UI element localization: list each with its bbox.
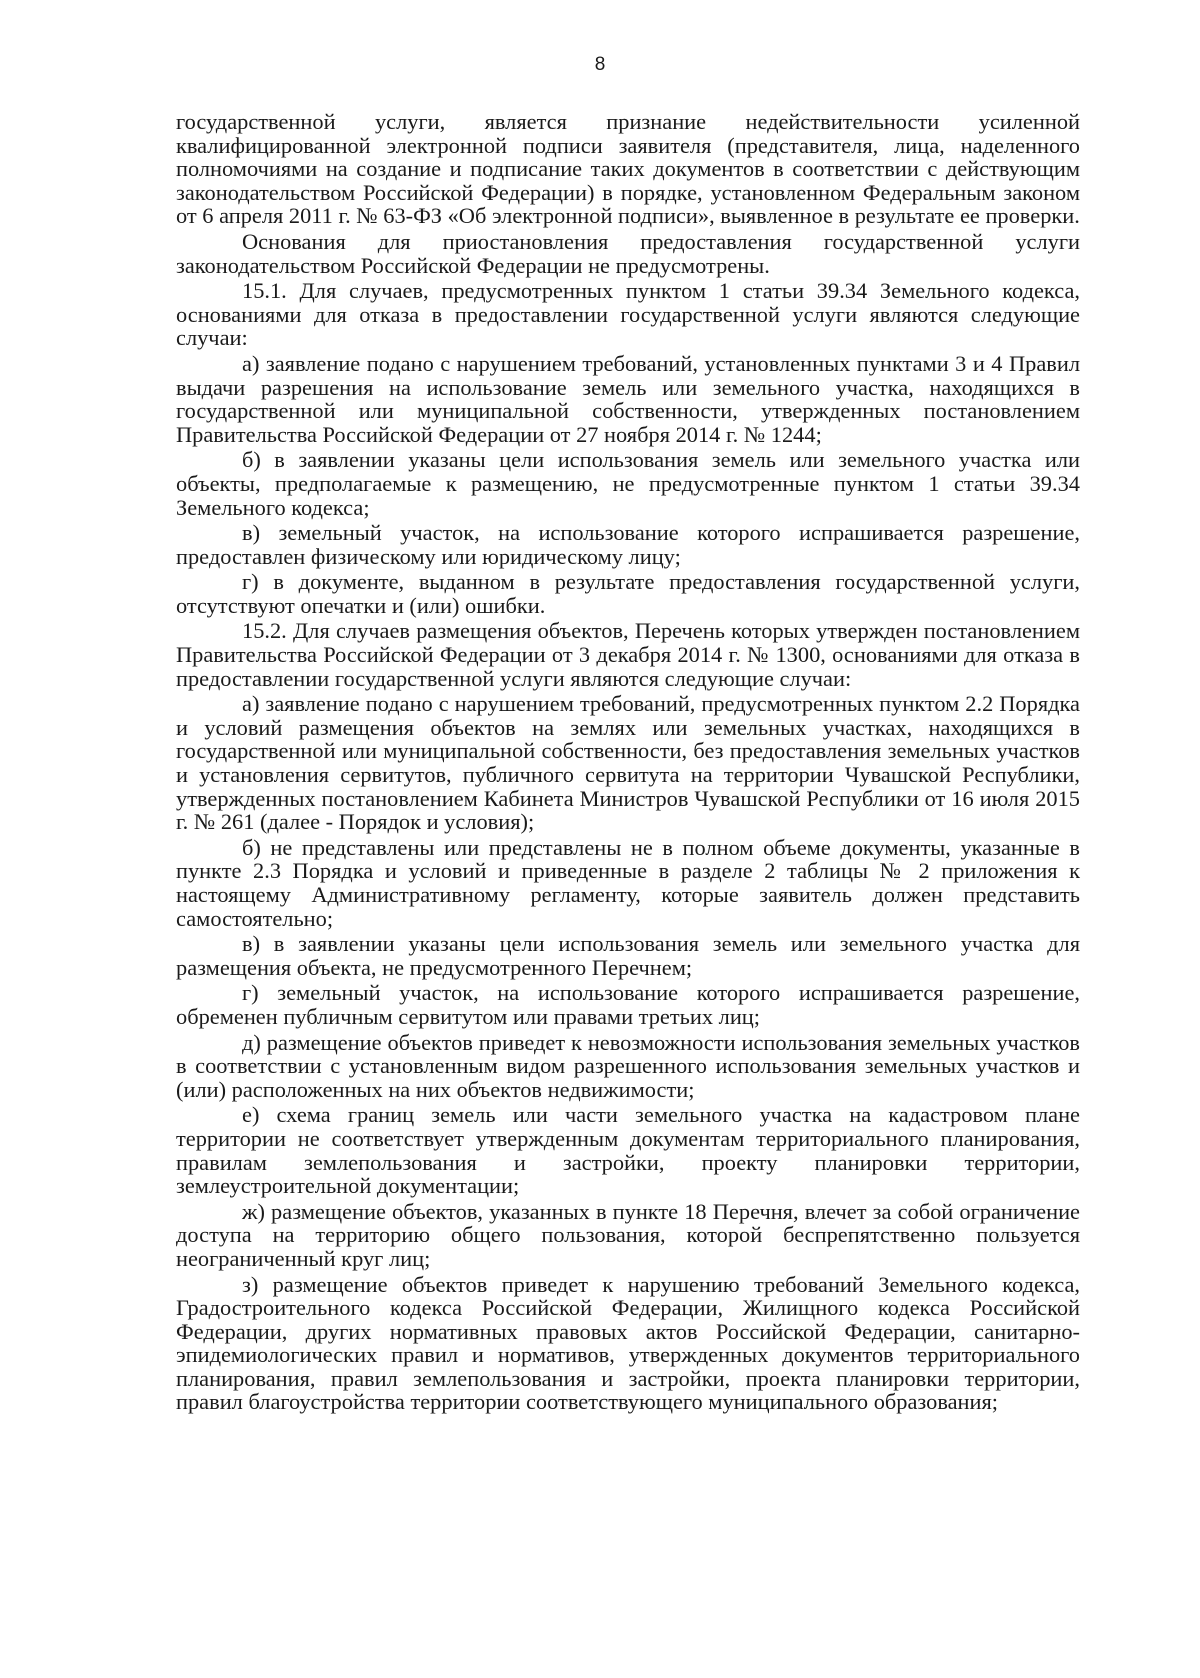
- paragraph-15-1-b: б) в заявлении указаны цели использования земель или земельного участка или объекты, предполагаемые к размещению, не предусмотренные пунктом 1 статьи 39.34 Земельного кодекса;: [176, 447, 1080, 520]
- paragraph-15-1-v: в) земельный участок, на использование которого испрашивается разрешение, предоставлен физическому или юридическому лицу;: [176, 520, 1080, 569]
- paragraph-15-2-b: б) не представлены или представлены не в полном объеме документы, указанные в пункте 2.3 Порядка и условий и приведенные в разделе 2 таблицы № 2 приложения к настоящему Административному регламенту, которые заявитель должен представить самостоятельно;: [176, 834, 1080, 931]
- paragraph-15-2-e: е) схема границ земель или части земельного участка на кадастровом плане территории не соответствует утвержденным документам территориального планирования, правилам землепользования и застройки, проекту планировки территории, землеустроительной документации;: [176, 1102, 1080, 1199]
- paragraph-suspension-grounds: Основания для приостановления предоставления государственной услуги законодательством Российской Федерации не предусмотрены.: [176, 228, 1080, 278]
- page-number: 8: [594, 54, 606, 75]
- paragraph-15-1-g: г) в документе, выданном в результате предоставления государственной услуги, отсутствуют опечатки и (или) ошибки.: [176, 569, 1080, 618]
- paragraph-15-1-a: а) заявление подано с нарушением требований, установленных пунктами 3 и 4 Правил выдачи разрешения на использование земель или земельного участка, находящихся в государственной или муниципальной собственности, утвержденных постановлением Правительства Российской Федерации от 27 ноября 2014 г. № 1244;: [176, 350, 1080, 447]
- document-body: [176, 110, 1080, 1414]
- paragraph-15-2: 15.2. Для случаев размещения объектов, Перечень которых утвержден постановлением Правительства Российской Федерации от 3 декабря 2014 г. № 1300, основаниями для отказа в предоставлении государственной услуги являются следующие случаи:: [176, 618, 1080, 691]
- paragraph-15-2-v: в) в заявлении указаны цели использования земель или земельного участка для размещения объекта, не предусмотренного Перечнем;: [176, 931, 1080, 980]
- paragraph-continuation: государственной услуги, является признание недействительности усиленной квалифицированной электронной подписи заявителя (представителя, лица, наделенного полномочиями на создание и подписание таких документов в соответствии с действующим законодательством Российской Федерации) в порядке, установленном Федеральным законом от 6 апреля 2011 г. № 63-ФЗ «Об электронной подписи», выявленное в результате ее проверки.: [176, 109, 1080, 229]
- paragraph-15-1: 15.1. Для случаев, предусмотренных пунктом 1 статьи 39.34 Земельного кодекса, основаниями для отказа в предоставлении государственной услуги являются следующие случаи:: [176, 278, 1080, 351]
- paragraph-15-2-a: а) заявление подано с нарушением требований, предусмотренных пунктом 2.2 Порядка и условий размещения объектов на землях или земельных участках, находящихся в государственной или муниципальной собственности, без предоставления земельных участков и установления сервитутов, публичного сервитута на территории Чувашской Республики, утвержденных постановлением Кабинета Министров Чувашской Республики от 16 июля 2015 г. № 261 (далее - Порядок и условия);: [176, 691, 1080, 835]
- paragraph-15-2-z: з) размещение объектов приведет к нарушению требований Земельного кодекса, Градостроительного кодекса Российской Федерации, Жилищного кодекса Российской Федерации, других нормативных правовых актов Российской Федерации, санитарно-эпидемиологических правил и нормативов, утвержденных документов территориального планирования, правил землепользования и застройки, проекта планировки территории, правил благоустройства территории соответствующего муниципального образования;: [176, 1271, 1080, 1415]
- paragraph-15-2-d: д) размещение объектов приведет к невозможности использования земельных участков в соответствии с установленным видом разрешенного использования земельных участков и (или) расположенных на них объектов недвижимости;: [176, 1029, 1080, 1102]
- paragraph-15-2-zh: ж) размещение объектов, указанных в пункте 18 Перечня, влечет за собой ограничение доступа на территорию общего пользования, которой беспрепятственно пользуется неограниченный круг лиц;: [176, 1198, 1080, 1271]
- paragraph-15-2-g: г) земельный участок, на использование которого испрашивается разрешение, обременен публичным сервитутом или правами третьих лиц;: [176, 980, 1080, 1029]
